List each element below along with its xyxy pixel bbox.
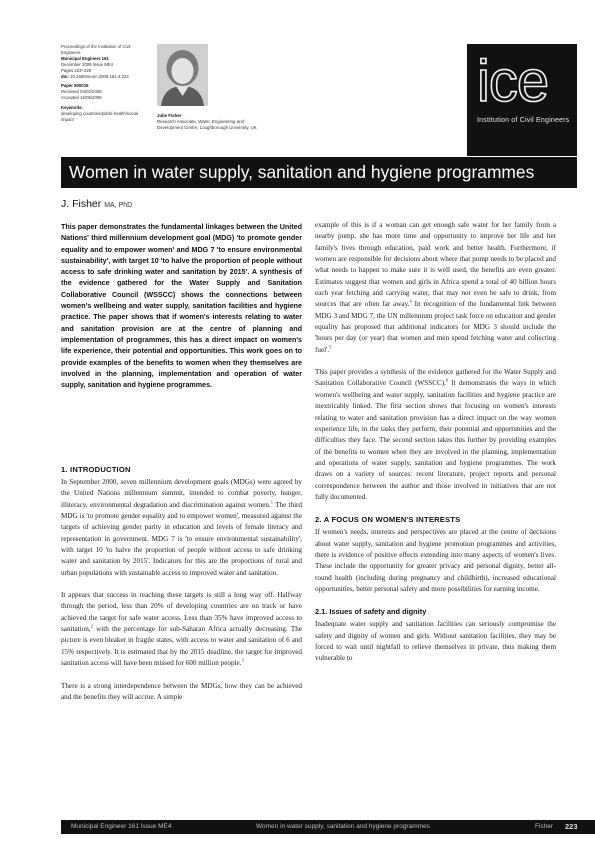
paragraph: example of this is if a woman can get enough safe water for her family from a nearby pump, she has more time and opportunity to improve her life and her family's lives through education, paid work and better health. Furthermore, if women are responsible for decisions about where that pump needs to be placed and what needs to happen to make sure it is well used, the benefits are even greater. Estimates suggest that women and girls in Africa spend a total of 40 billion hours each year fetching and carrying water, that may not even be safe to drink, from sources that are often far away.$^4$ In recognition of the fundamental link between MDG 3 and MDG 7, the UN millennium project task force on education and gender equality has proposed that additional indicators for MDG 3 should include the 'hours per day (or year) that women and men spend fetching water and collecting fuel'.$^5$ (315, 221, 556, 354)
reference-marker: 2 (90, 623, 93, 629)
left-column (61, 464, 302, 714)
paragraph: This paper provides a synthesis of the evidence gathered for the Water Supply and Sanitation Collaborative Council (WSSCC).$^6$ It demonstrates the ways in which women's wellbeing and water supply, sanitation facilities and hygiene practice are inextricably linked. The first section shows that focusing on women's interests relating to water and sanitation provision has a direct impact on the way women experience life, in the tasks they perform, their potential and opportunities and the difficulties they face. The second section takes this further by providing examples of the benefits to women when they are involved in the planning, implementation and operations of water supply, sanitation and hygiene programmes. The work draws on a variety of sources: recent literature, project reports and personal correspondence between the author and those involved in initiatives that are not fully documented. (315, 368, 556, 501)
subsection-heading-safety-dignity: 2.1. Issues of safety and dignity (315, 607, 427, 617)
logo-text: ice (477, 49, 549, 114)
paragraph: It appears that success in reaching these targets is still a long way off. Halfway through the period, less than 20% of developing countries are on track or have achieved the target for safe water access. Less than 35% have improved access to sanitation,$^2$ with the percentage for sub-Saharan Africa actually decreasing. The picture is even bleaker in fragile states, with access to water and sanitation of 6 and 15% respectively. It is estimated that by the 2015 deadline, the target for improved sanitation access will have been missed for 600 million people.$^3$ (61, 591, 302, 668)
article-metadata (61, 44, 151, 123)
keywords-label: Keywords: (61, 105, 83, 111)
paper-number: Paper 800016 (61, 83, 89, 89)
footer-journal: Municipal Engineer 161 Issue ME4 (71, 823, 172, 830)
reference-marker: 5 (329, 344, 332, 350)
page-range: Pages 223–229 (61, 67, 92, 73)
author-byline-name: J. Fisher (61, 198, 102, 210)
reference-marker: 3 (241, 657, 244, 663)
author-info (157, 113, 257, 131)
paragraph: If women's needs, interests and perspectives are placed at the centre of decisions about water supply, sanitation and hygiene promotion programmes and activities, there is evidence of positive effects extending into many aspects of women's lives. These include the opportunity for greater privacy and personal dignity, better all-round health (including during pregnancy and childbirth), increased educational opportunities, better personal safety and more possibilities for earning income. (315, 528, 556, 593)
paragraph: There is a strong interdependence between the MDGs, how they can be achieved and the benefits they will accrue. A simple (61, 681, 302, 701)
paragraph: Inadequate water supply and sanitation facilities can seriously compromise the safety and dignity of women and girls. Without sanitation facilities, they may be forced to wait until nightfall to relieve themselves in private, thus making them vulnerable to (315, 620, 556, 663)
ice-logo (467, 44, 577, 156)
title-bar (61, 157, 577, 188)
footer-title: Women in water supply, sanitation and hygiene programmes (256, 823, 430, 830)
journal-issue: December 2008 Issue ME4 (61, 61, 114, 67)
author-degrees: MA, PhD (104, 202, 133, 209)
accepted-date: Accepted 16/05/2008 (61, 95, 102, 101)
author-affiliation: Research Associate, Water, Engineering and Development Centre, Loughborough University, UK (157, 119, 257, 130)
article-title: Women in water supply, sanitation and hygiene programmes (69, 162, 535, 182)
section-heading-introduction: 1. INTRODUCTION (61, 465, 131, 474)
keywords: developing countries/public health/social impact (61, 111, 138, 122)
abstract: This paper demonstrates the fundamental linkages between the United Nations' third millennium development goal (MDG) 'to promote gender equality and to empower women' and MDG 7 'to ensure environmental sustainability', with target 10 'to halve the proportion of people without access to safe drinking water and sanitation by 2015'. A synthesis of the evidence gathered for the Water Supply and Sanitation Collaborative Council (WSSCC) shows the connections between women's wellbeing and water supply, sanitation facilities and hygiene practice. The paper shows that if women's interests relating to water and sanitation provision are at the centre of planning and implementation of programmes, this has a direct impact on women's life experience, their potential and opportunities. This work goes on to provide examples of the benefits to women when they themselves are involved in the planning, implementation and operation of water supply, sanitation and hygiene programmes. (61, 223, 302, 390)
journal-series: Municipal Engineer 161 (61, 55, 109, 61)
page-number: 223 (565, 822, 578, 831)
reference-marker: 6 (445, 378, 449, 384)
section-heading-focus-on-womens-interests: 2. A FOCUS ON WOMEN'S INTERESTS (315, 515, 461, 525)
author-name: Julie Fisher (157, 113, 182, 118)
footer-author: Fisher (535, 823, 554, 830)
logo-subtitle: Institution of Civil Engineers (477, 117, 570, 124)
reference-marker: 1 (270, 499, 274, 505)
doi: doi: 10.1680/muen.2008.161.4.223 (61, 73, 129, 79)
received-date: Received 04/02/2008 (61, 89, 102, 95)
paragraph: In September 2000, seven millennium development goals (MDGs) were agreed by the United Nations millennium summit, intended to combat poverty, hunger, illiteracy, environmental degradation and discrimination against women.$^1$ The third MDG is 'to promote gender equality and to empower women', measured against the targets of achieving gender parity in education and levels of female literacy and representation in government. MDG 7 is 'to ensure environmental sustainability', with target 10 'to halve the proportion of people without access to safe drinking water and sanitation by 2015'. Indicators for this are the proportions of rural and urban populations with sustainable access to improved water and sanitation. (61, 478, 303, 577)
journal-name: Proceedings of the Institution of Civil Engineers (61, 44, 131, 55)
reference-marker: 4 (409, 299, 412, 305)
right-column (315, 220, 556, 671)
author-photo (157, 44, 208, 106)
byline (61, 198, 132, 210)
page-footer (61, 820, 595, 834)
